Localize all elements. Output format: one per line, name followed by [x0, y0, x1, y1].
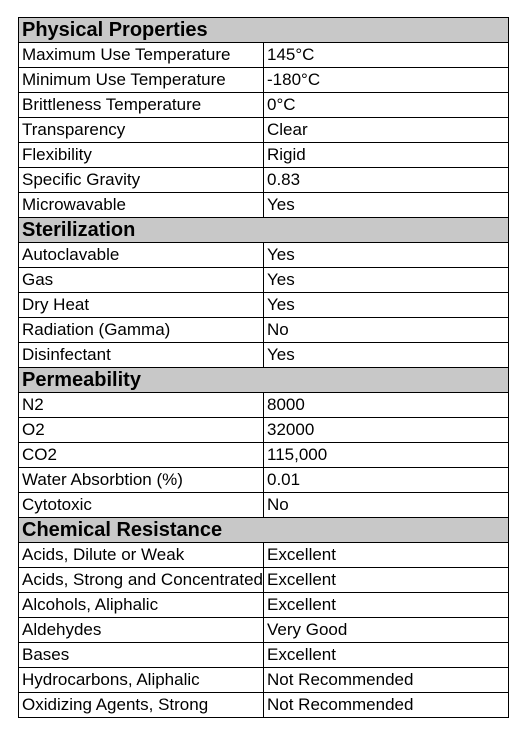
property-name-cell: Dry Heat	[19, 293, 264, 318]
property-name-cell: CO2	[19, 443, 264, 468]
property-value-cell: Yes	[264, 268, 509, 293]
property-name-cell: Transparency	[19, 118, 264, 143]
section-header-row	[19, 218, 509, 243]
property-name-cell: Brittleness Temperature	[19, 93, 264, 118]
property-name-cell: Microwavable	[19, 193, 264, 218]
property-name-cell: Minimum Use Temperature	[19, 68, 264, 93]
table-row	[19, 318, 509, 343]
property-value-cell: 0°C	[264, 93, 509, 118]
table-row	[19, 493, 509, 518]
table-row	[19, 418, 509, 443]
properties-table-body	[19, 18, 509, 718]
property-name-cell: Disinfectant	[19, 343, 264, 368]
property-name-cell: Bases	[19, 643, 264, 668]
property-name-cell: Hydrocarbons, Aliphalic	[19, 668, 264, 693]
table-row	[19, 693, 509, 718]
section-title: Sterilization	[19, 218, 509, 243]
property-value-cell: Rigid	[264, 143, 509, 168]
property-value-cell: 8000	[264, 393, 509, 418]
property-name-cell: Oxidizing Agents, Strong	[19, 693, 264, 718]
property-value-cell: 115,000	[264, 443, 509, 468]
table-row	[19, 643, 509, 668]
table-row	[19, 393, 509, 418]
table-row	[19, 118, 509, 143]
property-value-cell: Excellent	[264, 643, 509, 668]
property-value-cell: No	[264, 493, 509, 518]
property-name-cell: N2	[19, 393, 264, 418]
property-name-cell: Gas	[19, 268, 264, 293]
table-row	[19, 618, 509, 643]
table-row	[19, 243, 509, 268]
table-row	[19, 68, 509, 93]
property-value-cell: Excellent	[264, 593, 509, 618]
section-title: Permeability	[19, 368, 509, 393]
property-value-cell: Clear	[264, 118, 509, 143]
property-name-cell: O2	[19, 418, 264, 443]
property-value-cell: 0.01	[264, 468, 509, 493]
table-row	[19, 193, 509, 218]
table-row	[19, 468, 509, 493]
table-row	[19, 143, 509, 168]
section-title: Physical Properties	[19, 18, 509, 43]
section-header-row	[19, 18, 509, 43]
property-name-cell: Autoclavable	[19, 243, 264, 268]
property-name-cell: Radiation (Gamma)	[19, 318, 264, 343]
property-value-cell: Yes	[264, 293, 509, 318]
table-row	[19, 668, 509, 693]
property-value-cell: Excellent	[264, 543, 509, 568]
table-row	[19, 568, 509, 593]
property-name-cell: Acids, Dilute or Weak	[19, 543, 264, 568]
table-row	[19, 168, 509, 193]
property-value-cell: Not Recommended	[264, 693, 509, 718]
property-value-cell: 145°C	[264, 43, 509, 68]
table-row	[19, 543, 509, 568]
property-value-cell: Yes	[264, 243, 509, 268]
property-value-cell: Excellent	[264, 568, 509, 593]
property-name-cell: Alcohols, Aliphalic	[19, 593, 264, 618]
property-value-cell: Yes	[264, 343, 509, 368]
section-header-row	[19, 368, 509, 393]
property-name-cell: Water Absorbtion (%)	[19, 468, 264, 493]
table-row	[19, 293, 509, 318]
table-row	[19, 43, 509, 68]
table-row	[19, 93, 509, 118]
table-row	[19, 268, 509, 293]
property-name-cell: Flexibility	[19, 143, 264, 168]
property-name-cell: Maximum Use Temperature	[19, 43, 264, 68]
property-value-cell: -180°C	[264, 68, 509, 93]
properties-table	[18, 17, 509, 718]
property-name-cell: Cytotoxic	[19, 493, 264, 518]
property-name-cell: Aldehydes	[19, 618, 264, 643]
property-value-cell: Not Recommended	[264, 668, 509, 693]
property-value-cell: 0.83	[264, 168, 509, 193]
property-name-cell: Specific Gravity	[19, 168, 264, 193]
section-title: Chemical Resistance	[19, 518, 509, 543]
section-header-row	[19, 518, 509, 543]
property-value-cell: Yes	[264, 193, 509, 218]
property-value-cell: 32000	[264, 418, 509, 443]
property-name-cell: Acids, Strong and Concentrated	[19, 568, 264, 593]
table-row	[19, 443, 509, 468]
property-value-cell: No	[264, 318, 509, 343]
table-row	[19, 593, 509, 618]
table-row	[19, 343, 509, 368]
property-value-cell: Very Good	[264, 618, 509, 643]
